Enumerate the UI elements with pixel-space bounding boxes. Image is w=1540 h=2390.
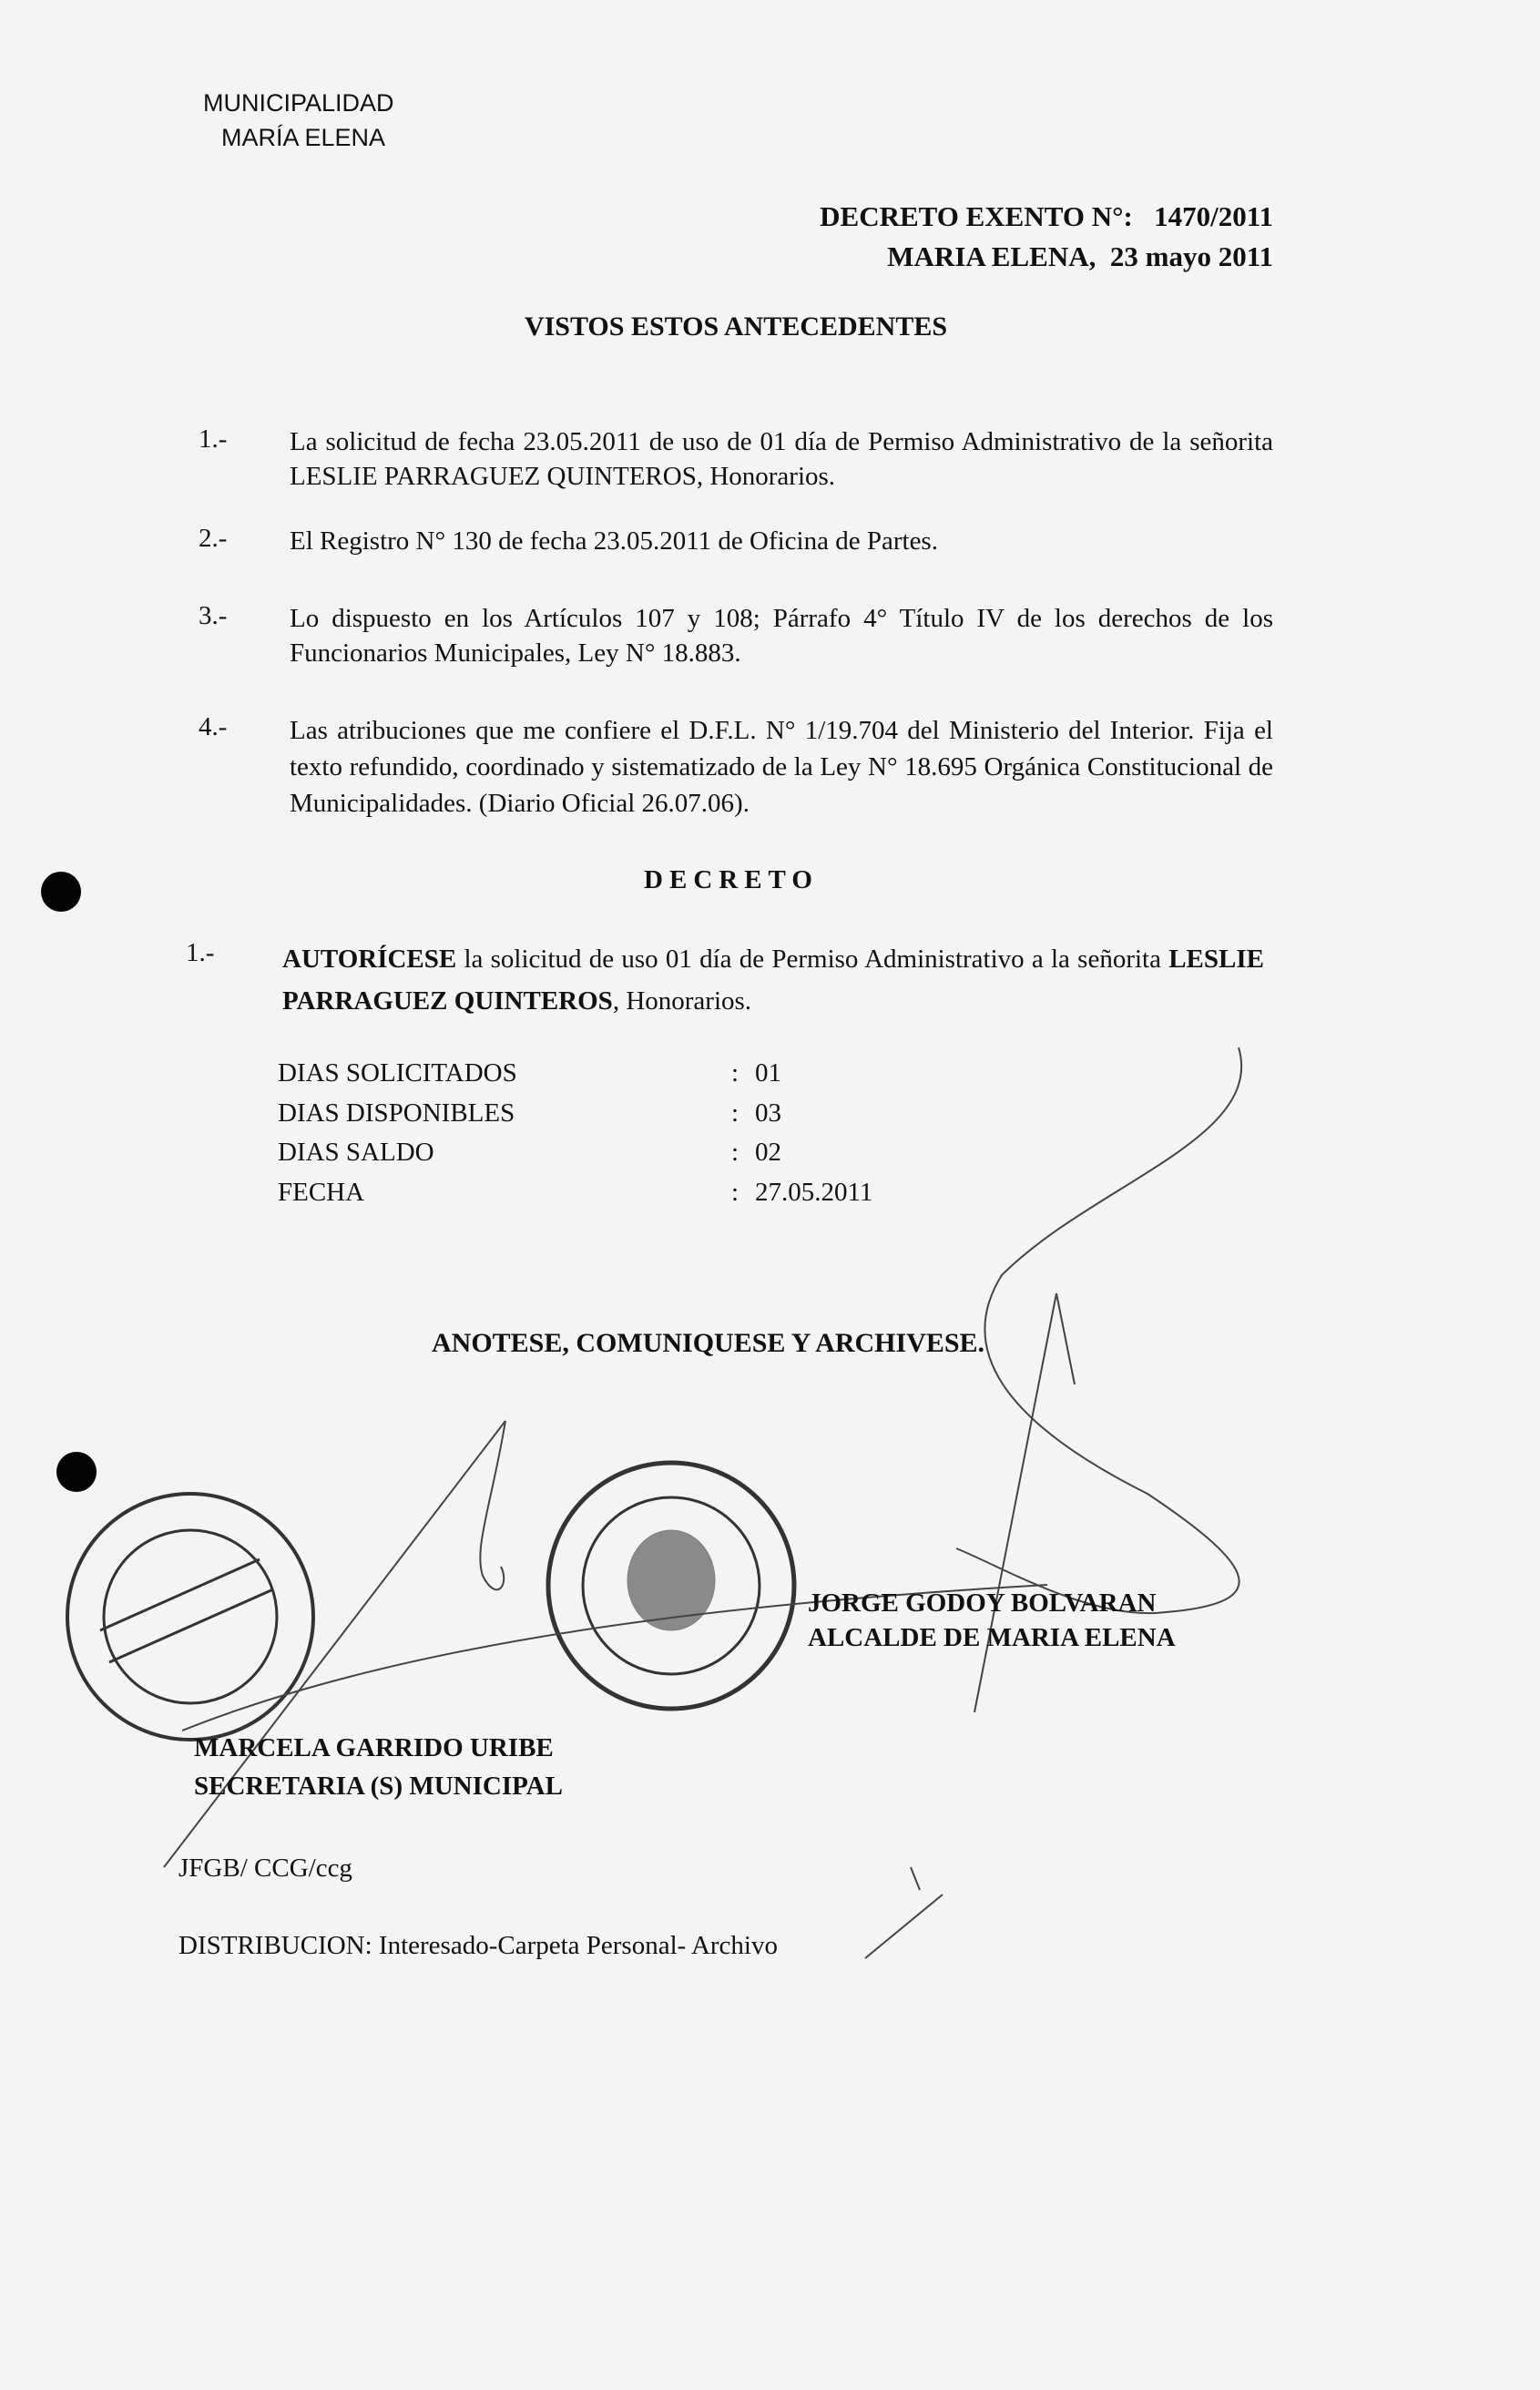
vistos-item-2: El Registro N° 130 de fecha 23.05.2011 de Oficina de Partes. [290,526,938,556]
decreto-person: LESLIE PARRAGUEZ QUINTEROS [282,945,1264,1016]
table-colon: : [731,1058,739,1088]
table-value: 27.05.2011 [755,1178,873,1207]
vistos-item-1: La solicitud de fecha 23.05.2011 de uso de 01 día de Permiso Administrativo de la señorita LESLIE PARRAGUEZ QUINTEROS, Honorarios. [290,427,1273,491]
decreto-verb: AUTORÍCESE [282,945,457,974]
table-label: DIAS SOLICITADOS [278,1058,517,1088]
date: 23 mayo 2011 [1109,240,1273,272]
closing: ANOTESE, COMUNIQUESE Y ARCHIVESE. [432,1328,985,1358]
decreto-title: DECRETO [644,865,819,894]
vistos-title: VISTOS ESTOS ANTECEDENTES [524,312,948,342]
alcaldia-stamp [548,1463,794,1709]
vistos-num-3: 3.- [199,601,228,630]
decreto-text1: la solicitud de uso 01 día de Permiso Administrativo a la señorita [456,945,1169,974]
table-colon: : [731,1138,739,1167]
table-value: 02 [755,1138,781,1167]
secretaria-stamp [67,1494,313,1740]
initials: JFGB/ CCG/ccg [178,1854,352,1883]
decree-number: 1470/2011 [1154,200,1273,232]
decreto-text2: , Honorarios. [612,986,752,1016]
vistos-item-3: Lo dispuesto en los Artículos 107 y 108; Párrafo 4° Título IV de los derechos de los Funcionarios Municipales, Ley N° 18.883. [290,604,1273,668]
secretaria-title: SECRETARIA (S) MUNICIPAL [194,1772,563,1801]
table-colon: : [731,1178,739,1207]
vistos-num-1: 1.- [199,424,228,454]
table-label: DIAS SALDO [278,1138,434,1167]
vistos-num-4: 4.- [199,712,228,741]
letterhead-line1: MUNICIPALIDAD [203,89,394,117]
decree-label: DECRETO EXENTO N°: [820,200,1133,232]
table-value: 03 [755,1098,781,1128]
coat-of-arms-icon [627,1530,715,1630]
secretaria-name: MARCELA GARRIDO URIBE [194,1733,554,1762]
alcalde-title: ALCALDE DE MARIA ELENA [808,1623,1176,1652]
table-label: DIAS DISPONIBLES [278,1098,515,1128]
table-value: 01 [755,1058,781,1088]
table-colon: : [731,1098,739,1128]
vistos-num-2: 2.- [199,524,228,553]
place: MARIA ELENA, [887,240,1096,272]
decreto-num-1: 1.- [186,938,215,967]
vistos-item-4: Las atribuciones que me confiere el D.F.L. N° 1/19.704 del Ministerio del Interior. Fija el texto refundido, coordinado y sistematizado de la Ley N° 18.695 Orgánica Constitucional de Municipalidades. (Diario Oficial 26.07.06). [290,716,1273,818]
table-label: FECHA [278,1178,365,1207]
alcalde-name: JORGE GODOY BOLVARAN [808,1588,1157,1618]
distribution: DISTRIBUCION: Interesado-Carpeta Personal- Archivo [178,1931,778,1960]
letterhead-line2: MARÍA ELENA [221,124,386,151]
